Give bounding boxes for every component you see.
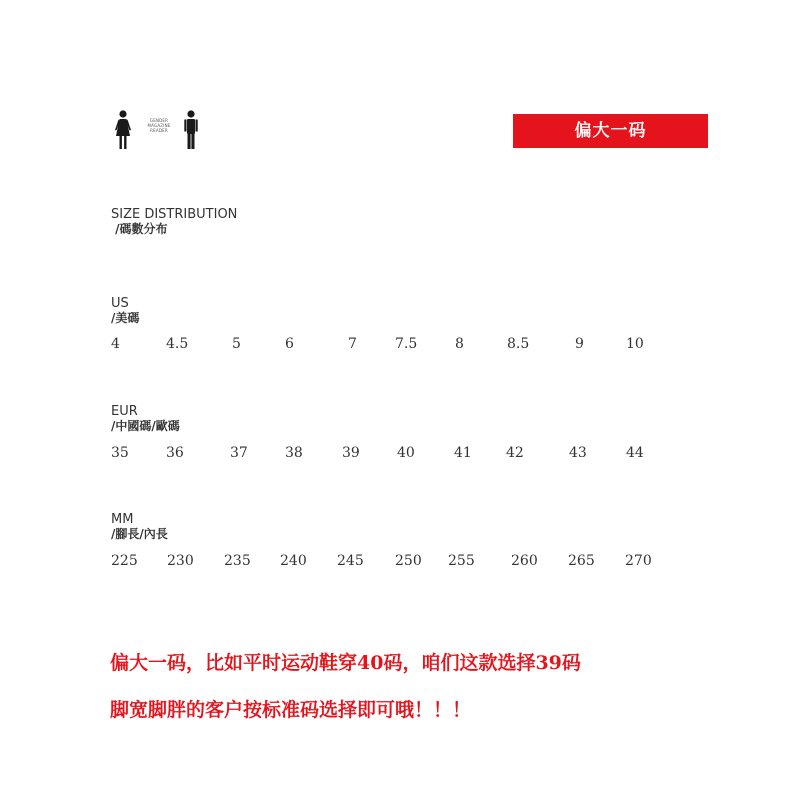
size-cell: 250 bbox=[395, 553, 422, 569]
size-cell: 225 bbox=[111, 553, 138, 569]
notice-line-1: 偏大一码，比如平时运动鞋穿40码，咱们这款选择39码 bbox=[110, 652, 581, 674]
size-cell: 5 bbox=[232, 336, 241, 352]
size-cell: 255 bbox=[448, 553, 475, 569]
mm-size-row bbox=[0, 552, 800, 570]
us-label-en: US bbox=[111, 296, 129, 311]
size-cell: 7.5 bbox=[395, 336, 418, 352]
size-cell: 8.5 bbox=[507, 336, 530, 352]
size-cell: 42 bbox=[506, 445, 524, 461]
us-label-zh: /美碼 bbox=[111, 311, 140, 325]
eur-label-en: EUR bbox=[111, 404, 138, 419]
size-cell: 8 bbox=[455, 336, 464, 352]
size-distribution-heading bbox=[111, 207, 237, 237]
eur-label-zh: /中國碼/歐碼 bbox=[111, 419, 180, 433]
us-size-row bbox=[0, 335, 800, 353]
size-cell: 44 bbox=[626, 445, 644, 461]
size-fit-badge: 偏大一码 bbox=[513, 114, 708, 148]
gender-caption-bottom: MAGAZINE READER bbox=[147, 123, 171, 133]
size-distribution-title-zh: /碼數分布 bbox=[111, 222, 168, 236]
size-cell: 230 bbox=[167, 553, 194, 569]
size-cell: 4 bbox=[111, 336, 120, 352]
size-cell: 43 bbox=[569, 445, 587, 461]
us-label bbox=[111, 296, 139, 326]
size-cell: 36 bbox=[166, 445, 184, 461]
size-cell: 270 bbox=[625, 553, 652, 569]
size-cell: 6 bbox=[285, 336, 294, 352]
female-figure-icon bbox=[115, 110, 131, 149]
size-cell: 35 bbox=[111, 445, 129, 461]
size-cell: 38 bbox=[285, 445, 303, 461]
size-cell: 40 bbox=[397, 445, 415, 461]
mm-label-en: MM bbox=[111, 512, 134, 527]
mm-label bbox=[111, 512, 168, 542]
gender-caption-top: GENDER bbox=[149, 118, 169, 123]
size-cell: 235 bbox=[224, 553, 251, 569]
size-cell: 41 bbox=[454, 445, 472, 461]
mm-label-zh: /腳長/內長 bbox=[111, 527, 168, 541]
eur-label bbox=[111, 404, 180, 434]
male-figure-icon bbox=[184, 110, 197, 149]
size-cell: 39 bbox=[342, 445, 360, 461]
size-cell: 4.5 bbox=[166, 336, 189, 352]
size-cell: 37 bbox=[230, 445, 248, 461]
gender-caption bbox=[138, 118, 180, 133]
size-distribution-title-en: SIZE DISTRIBUTION bbox=[111, 207, 238, 222]
size-cell: 245 bbox=[337, 553, 364, 569]
size-cell: 9 bbox=[575, 336, 584, 352]
eur-size-row bbox=[0, 444, 800, 462]
size-cell: 260 bbox=[511, 553, 538, 569]
size-cell: 240 bbox=[280, 553, 307, 569]
size-cell: 265 bbox=[568, 553, 595, 569]
size-cell: 7 bbox=[348, 336, 357, 352]
notice-line-2: 脚宽脚胖的客户按标准码选择即可哦！！！ bbox=[110, 699, 472, 721]
size-cell: 10 bbox=[626, 336, 644, 352]
